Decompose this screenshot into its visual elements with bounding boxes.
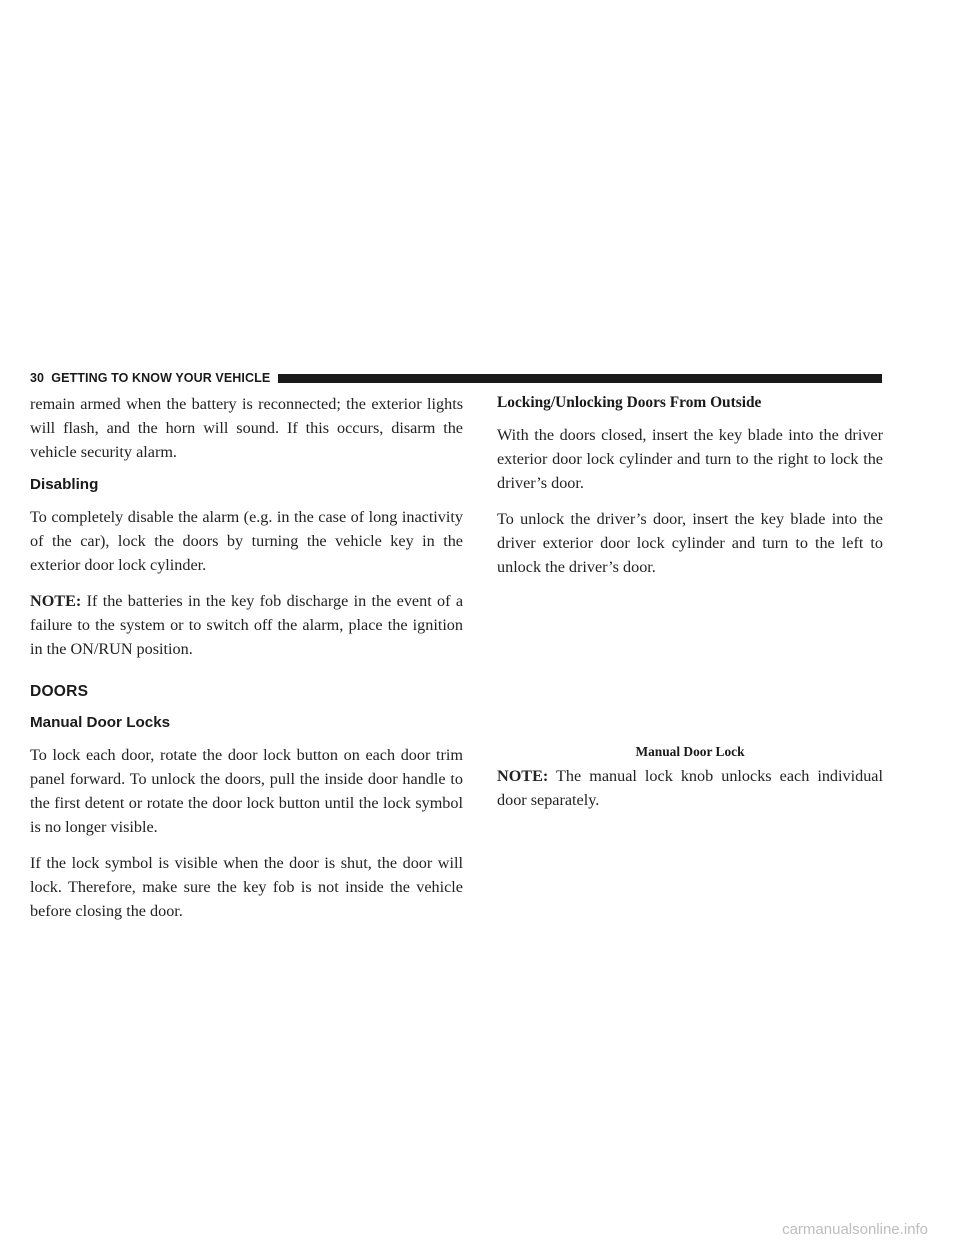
heading-manual-door-locks: Manual Door Locks xyxy=(30,714,171,731)
watermark: carmanualsonline.info xyxy=(782,1221,928,1238)
section-title: GETTING TO KNOW YOUR VEHICLE xyxy=(51,371,271,385)
paragraph-intro: remain armed when the battery is reconnected; the exterior lights will flash, and the horn will sound. If this occurs, disarm the vehicle security alarm. xyxy=(30,395,463,461)
heading-disabling: Disabling xyxy=(30,476,99,493)
note-label: NOTE: xyxy=(497,767,549,785)
running-header xyxy=(30,371,270,385)
note-text: The manual lock knob unlocks each individual door separately. xyxy=(497,767,883,809)
note-battery xyxy=(30,589,463,661)
note-label: NOTE: xyxy=(30,592,82,610)
note-text: If the batteries in the key fob discharge in the event of a failure to the system or to switch off the alarm, place the ignition in the ON/RUN position. xyxy=(30,592,464,658)
page-header xyxy=(30,370,882,386)
left-column xyxy=(30,392,463,923)
right-column xyxy=(497,392,883,579)
note-manual-knob xyxy=(497,764,883,812)
paragraph-manual-locks: To lock each door, rotate the door lock button on each door trim panel forward. To unlock the doors, pull the inside door handle to the first detent or rotate the door lock button until the lock symbol is no longer visible. xyxy=(30,746,463,836)
paragraph-lock-driver: With the doors closed, insert the key blade into the driver exterior door lock cylinder and turn to the right to lock the driver’s door. xyxy=(497,426,883,492)
right-note-block xyxy=(497,764,883,812)
paragraph-unlock-driver: To unlock the driver’s door, insert the key blade into the driver exterior door lock cylinder and turn to the left to unlock the driver’s door. xyxy=(497,510,883,576)
heading-doors: DOORS xyxy=(30,683,89,700)
page-number: 30 xyxy=(30,371,45,385)
paragraph-disabling: To completely disable the alarm (e.g. in the case of long inactivity of the car), lock the doors by turning the vehicle key in the exterior door lock cylinder. xyxy=(30,508,463,574)
header-rule xyxy=(278,374,882,383)
figure-caption: Manual Door Lock xyxy=(635,744,745,759)
paragraph-lock-symbol: If the lock symbol is visible when the door is shut, the door will lock. Therefore, make sure the key fob is not inside the vehicle before closing the door. xyxy=(30,854,463,920)
heading-locking-outside: Locking/Unlocking Doors From Outside xyxy=(497,394,762,411)
